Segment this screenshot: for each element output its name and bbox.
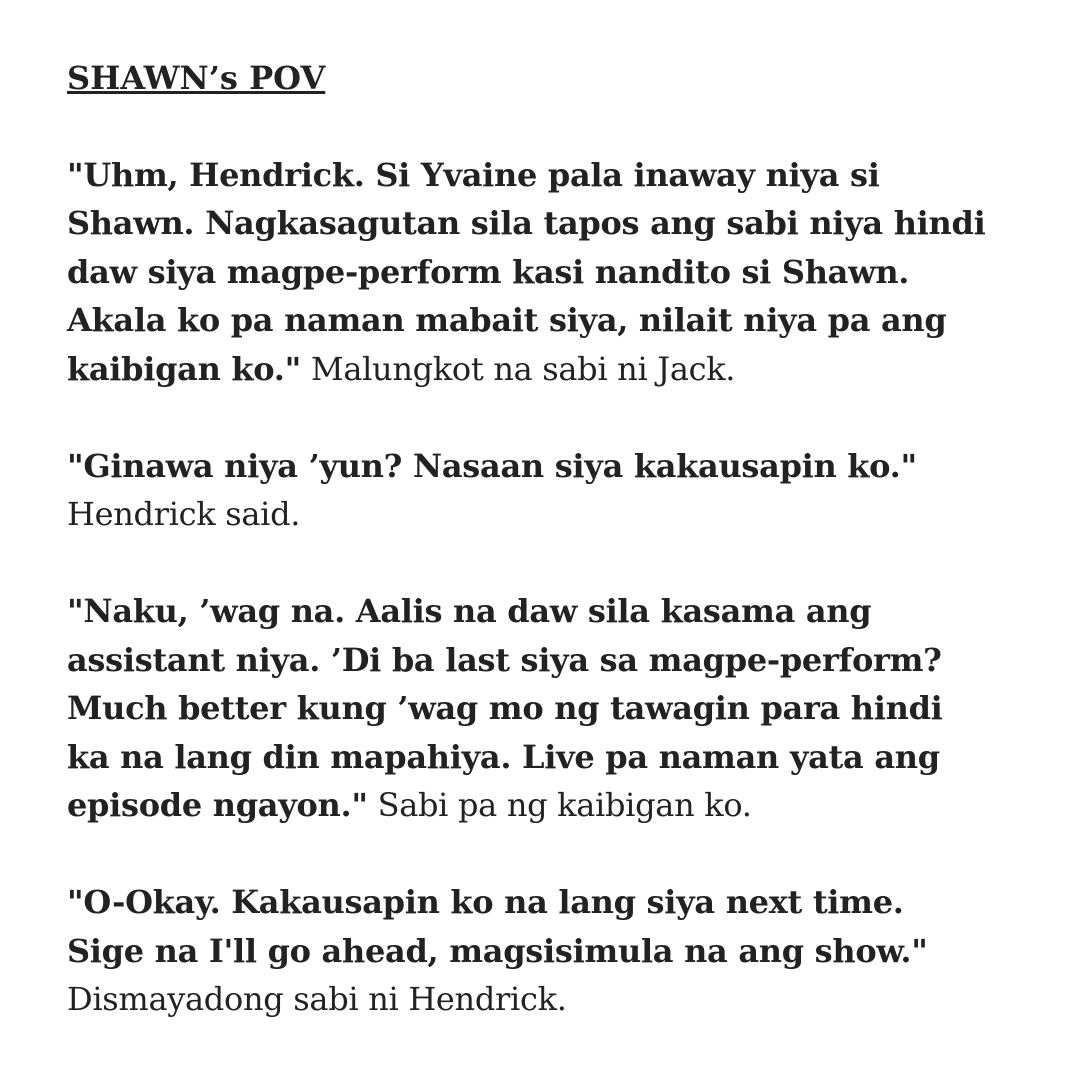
dialogue-text: "O-Okay. Kakausapin ko na lang siya next time. — [67, 883, 904, 921]
text-line — [67, 345, 1027, 394]
dialogue-text: assistant niya. ’Di ba last siya sa magpe-perform? — [67, 640, 942, 679]
narration-text: Dismayadong sabi ni Hendrick. — [67, 980, 567, 1018]
text-line — [67, 733, 1027, 782]
dialogue-text: Akala ko pa naman mabait siya, nilait niya pa ang — [67, 301, 947, 339]
text-line — [67, 684, 1027, 733]
paragraph — [67, 151, 1027, 394]
dialogue-text: ka na lang din mapahiya. Live pa naman yata ang — [67, 737, 940, 776]
text-line — [67, 248, 1027, 297]
paragraph — [67, 587, 1027, 830]
dialogue-text: kaibigan ko." — [67, 349, 301, 388]
text-line — [67, 975, 1027, 1024]
paragraph — [67, 442, 1027, 539]
text-line — [67, 927, 1027, 976]
dialogue-text: "Ginawa niya ’yun? Nasaan siya kakausapin ko." — [67, 446, 917, 485]
text-line — [67, 587, 1027, 636]
text-line — [67, 151, 1027, 200]
dialogue-text: Sige na I'll go ahead, magsisimula na ang show." — [67, 931, 928, 970]
dialogue-text: "Naku, ’wag na. Aalis na daw sila kasama ang — [67, 592, 872, 630]
dialogue-text: "Uhm, Hendrick. Si Yvaine pala inaway niya si — [67, 155, 880, 194]
narration-text: Malungkot na sabi ni Jack. — [300, 349, 736, 388]
dialogue-text: episode ngayon." — [67, 786, 368, 824]
dialogue-text: Much better kung ’wag mo ng tawagin para hindi — [67, 689, 943, 727]
text-line — [67, 781, 1027, 830]
story-page — [67, 54, 1027, 1072]
text-line — [67, 442, 1027, 491]
dialogue-text: daw siya magpe-perform kasi nandito si Shawn. — [67, 252, 910, 291]
text-line — [67, 878, 1027, 927]
paragraph — [67, 878, 1027, 1024]
text-line — [67, 199, 1027, 248]
dialogue-text: Shawn. Nagkasagutan sila tapos ang sabi niya hindi — [67, 204, 986, 242]
chapter-heading: SHAWN’s POV — [67, 59, 326, 97]
text-line — [67, 636, 1027, 685]
text-line — [67, 490, 1027, 539]
text-line — [67, 296, 1027, 345]
narration-text: Sabi pa ng kaibigan ko. — [367, 786, 752, 824]
narration-text: Hendrick said. — [67, 495, 301, 533]
